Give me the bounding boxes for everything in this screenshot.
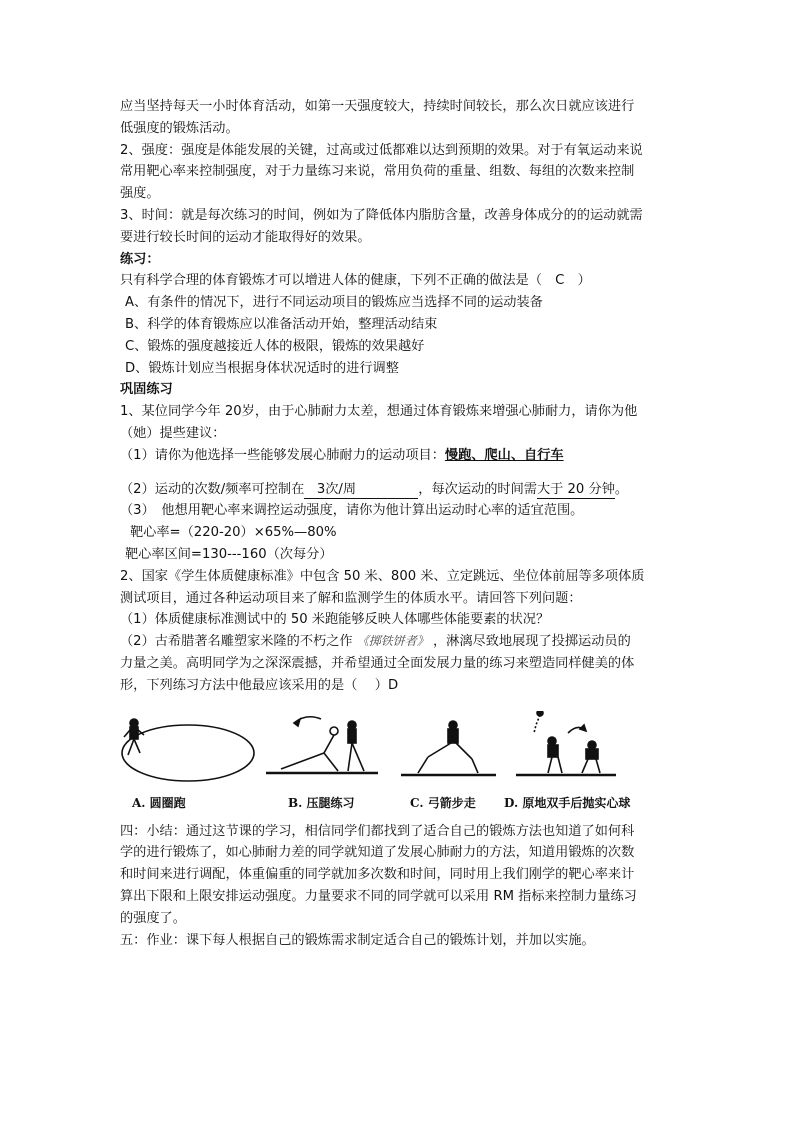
practice-option-c: C、锻炼的强度越接近人体的极限，锻炼的效果越好 [125,338,425,354]
text-line: 应当坚持每天一小时体育活动，如第一天强度较大，持续时间较长，那么次日就应该进行 [120,99,635,114]
answer-sports: 慢跑、爬山、自行车 [444,447,564,463]
lunge-walk-illustration [401,721,496,775]
circle-run-illustration [122,719,254,781]
text-line: 强度。 [120,186,160,202]
sculpture-title: 《掷铁饼者》 [356,634,429,649]
question-1-3: （3） 他想用靶心率来调控运动强度，请你为他计算出运动时心率的适宜范围。 [120,503,584,519]
caption-a: A. 圆圈跑 [132,795,186,810]
spacer [120,467,680,479]
homework-line: 五：作业：课下每人根据自己的锻炼需求制定适合自己的锻炼计划，并加以实施。 [120,932,595,948]
text-line: 力量之美。高明同学为之深深震撼，并希望通过全面发展力量的练习来塑造同样健美的体 [120,655,635,671]
text-line: 要进行较长时间的运动才能取得好的效果。 [120,229,371,245]
practice-option-b: B、科学的体育锻炼应以准备活动开始，整理活动结束 [125,316,438,332]
practice-question: 只有科学合理的体育锻炼才可以增进人体的健康，下列不正确的做法是（ C ） [120,273,591,289]
question-1-1 [120,445,680,467]
consolidate-heading: 巩固练习 [120,382,173,398]
practice-option-d: D、锻炼计划应当根据身体状况适时的进行调整 [125,360,399,376]
formula-line: 靶心率区间=130---160（次每分） [125,546,333,562]
backward-throw-illustration [516,711,616,775]
text-line: 2、强度：强度是体能发展的关键，过高或过低都难以达到预期的效果。对于有氧运动来说 [120,142,643,158]
text-line: 3、时间：就是每次练习的时间，例如为了降低体内脂肪含量，改善身体成分的的运动就需 [120,207,643,223]
leg-press-illustration [266,716,378,772]
caption-c: C. 弓箭步走 [410,795,476,810]
summary-line: 学的进行锻炼了，如心肺耐力差的同学就知道了发展心肺耐力的方法，知道用锻炼的次数 [120,845,635,861]
question-1-2-prefix: （2）运动的次数/频率可控制在 [120,481,305,497]
text-line: 形，下列练习方法中他最应该采用的是（ ）D [120,677,399,693]
question-2-2-prefix: （2）古希腊著名雕塑家米隆的不朽之作 [120,634,353,650]
practice-option-a: A、有条件的情况下，进行不同运动项目的锻炼应当选择不同的运动装备 [125,295,543,311]
text-line: 测试项目，通过各种运动项目来了解和监测学生的体质水平。请回答下列问题： [120,590,582,606]
question-1-1-prefix: （1）请你为他选择一些能够发展心肺耐力的运动项目： [120,447,445,463]
practice-heading: 练习： [120,251,160,267]
text-line: 2、国家《学生体质健康标准》中包含 50 米、800 米、立定跳远、坐位体前屈等多项体质 [120,568,645,584]
answer-duration: 大于 20 分钟 [536,481,615,497]
text-line: 低强度的锻炼活动。 [120,120,239,136]
question-1-2-mid: ，每次运动的时间需 [418,481,537,497]
summary-line: 和时间来进行调配，体重偏重的同学就加多次数和时间，同时用上我们刚学的靶心率来计 [120,867,635,883]
answer-frequency-blank [304,482,418,499]
summary-line: 四：小结：通过这节课的学习，相信同学们都找到了适合自己的锻炼方法也知道了如何科 [120,823,635,839]
caption-b: B. 压腿练习 [288,795,355,810]
formula-line: 靶心率=（220-20）×65%—80% [130,525,337,541]
question-2-2-suffix: ，淋漓尽致地展现了投掷运动员的 [433,634,631,650]
question-2-1: （1）体质健康标准测试中的 50 米跑能够反映人体哪些体能要素的状况？ [120,612,550,628]
question-1-2 [120,479,680,501]
text-line: （她）提些建议： [120,425,226,441]
summary-line: 的强度了。 [120,910,186,926]
answer-frequency: 3次/周 [316,481,357,497]
exercise-figure [116,711,686,815]
text-line: 1、某位同学今年 20岁，由于心肺耐力太差，想通过体育锻炼来增强心肺耐力，请你为他 [120,404,638,420]
summary-line: 算出下限和上限安排运动强度。力量要求不同的同学就可以采用 RM 指标来控制力量练习 [120,888,637,904]
question-1-2-end: 。 [614,481,629,497]
exercise-illustrations [116,711,686,791]
document-body [120,96,680,951]
question-2-2 [120,631,680,653]
caption-d: D. 原地双手后抛实心球 [504,795,631,810]
text-line: 常用靶心率来控制强度，对于力量练习来说，常用负荷的重量、组数、每组的次数来控制 [120,164,635,180]
